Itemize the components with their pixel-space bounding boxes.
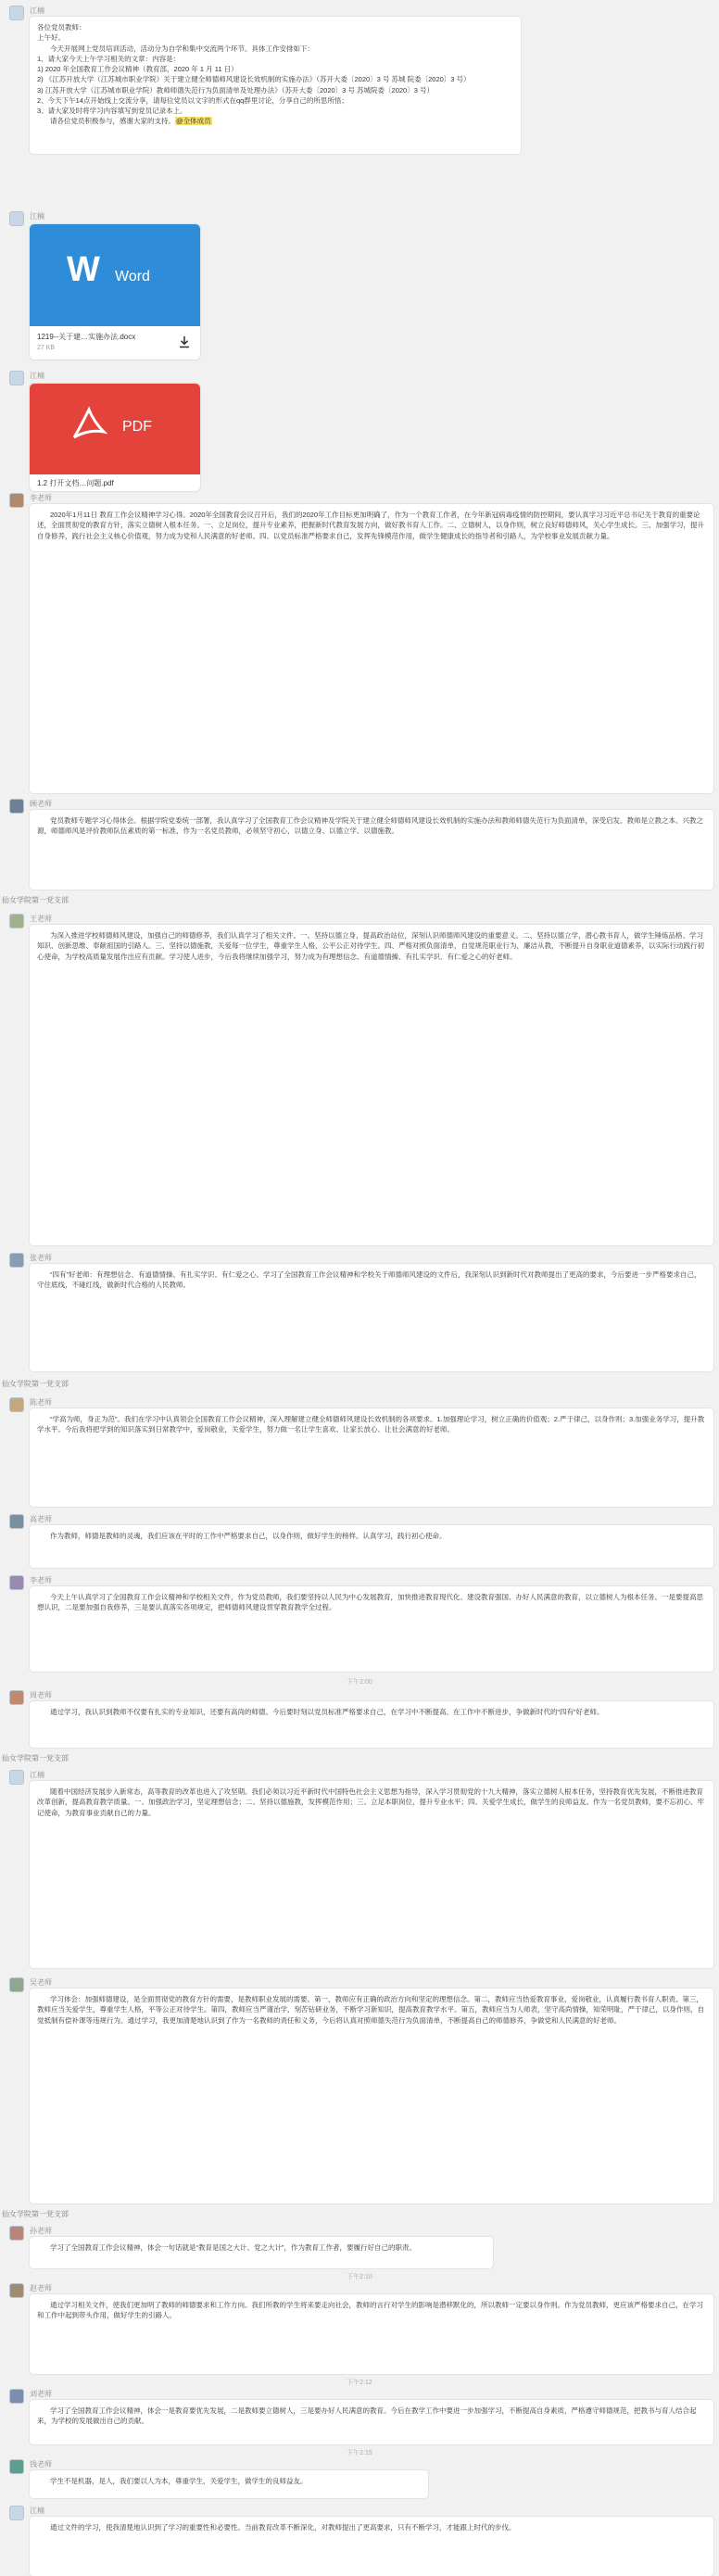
message-bubble [30,2400,713,2444]
message-text [9,1253,713,1373]
notice-line: 今天开展网上党员培训活动，活动分为自学和集中交流两个环节。具体工作安排如下： [50,44,314,53]
acrobat-icon [70,406,107,443]
message-bubble [30,1989,713,2203]
message-bubble [30,2470,428,2498]
message-text [9,2459,713,2500]
message-bubble [30,1781,713,1968]
file-type-label: Word [115,269,150,284]
file-footer [30,474,200,491]
notice-closing: 请各位党员积极参与，感谢大家的支持。 [50,117,175,126]
avatar[interactable] [9,2389,24,2404]
sender-name: 陈老师 [30,1398,52,1407]
group-label: 仙女学院第一党支部 [2,1380,69,1388]
sender-name: 江楠 [30,212,44,221]
file-name: 1219--关于建…实施办法.docx [37,333,136,341]
avatar[interactable] [9,1253,24,1268]
sender-name: 刘老师 [30,2390,52,2398]
message-bubble [30,504,713,793]
message-bubble [30,810,713,890]
sender-name: 高老师 [30,1515,52,1523]
message-notice [9,6,713,154]
message-file-pdf [9,371,713,491]
avatar[interactable] [9,2283,24,2298]
message-bubble [30,925,713,1245]
message-text-body: 学生不是机器，是人，我们要以人为本，尊重学生，关爱学生，做学生的良师益友。 [50,2477,308,2485]
message-text [9,2506,713,2576]
file-card-pdf[interactable] [30,384,200,491]
message-text-body: 学习了全国教育工作会议精神，体会一句话就是“教育是国之大计、党之大计”，作为教育工作者，要履行好自己的职责。 [50,2243,416,2252]
sender-name: 张老师 [30,1254,52,1262]
timestamp: 下午2:10 [347,2274,372,2280]
notice-line: 1) 2020 年全国教育工作会议精神（教育部，2020 年 1 月 11 日） [37,65,238,73]
word-file-icon [30,224,200,326]
file-footer [30,326,200,360]
file-type-label: PDF [122,419,152,435]
message-text-body: 通过学习相关文件，使我们更加明了教师的师德要求和工作方向。我们所教的学生将来要走向社会，教师的言行对学生的影响是潜移默化的，所以教师一定要以身作则。作为党员教师，更应该严格要求自己，在学习和工作中起到带头作用，做好学生的引路人。 [37,2301,703,2320]
notice-line: 各位党员教师： [37,23,86,32]
sender-name: 顾老师 [30,800,52,808]
group-label: 仙女学院第一党支部 [2,2210,69,2218]
avatar[interactable] [9,2506,24,2520]
message-file-word [9,211,713,371]
message-bubble [30,1525,713,1568]
message-text [9,1690,713,1749]
message-bubble [30,2517,713,2576]
timestamp: 下午2:00 [347,1679,372,1686]
sender-name: 李老师 [30,1576,52,1585]
message-text [9,1514,713,1570]
message-text-body: 党员教师专题学习心得体会。根据学院党委统一部署，我认真学习了全国教育工作会议精神及学院关于建立健全师德师风建设长效机制的实施办法和教师师德失范行为负面清单，深受启发。教师是立教之本、兴教之源，师德师风是评价教师队伍素质的第一标准，作为一名党员教师，必须坚守初心，以德立身、以德立学、以德施教。 [37,816,703,836]
notice-line: 2、今天下午14点开始线上交流分享，请每位党员以文字的形式在qq群里讨论，分享自己的所思所悟； [37,95,348,105]
avatar[interactable] [9,1977,24,1992]
message-text-body: 通过文件的学习，使我清楚地认识到了学习的重要性和必要性。当前教育改革不断深化，对教师提出了更高要求，只有不断学习，才能跟上时代的步伐。 [50,2523,516,2532]
sender-name: 李老师 [30,494,52,502]
avatar[interactable] [9,2459,24,2474]
sender-name: 孙老师 [30,2227,52,2235]
notice-line: 上午好。 [37,33,65,43]
avatar[interactable] [9,6,24,20]
download-icon[interactable] [178,335,191,348]
message-text-body: 为深入推进学校师德师风建设，加强自己的师德修养，我们认真学习了相关文件。一、坚持以德立身，提高政治站位，深刻认识师德师风建设的重要意义。二、坚持以德立学，潜心教书育人，做学生锤炼品格、学习知识、创新思维、奉献祖国的引路人。三、坚持以德施教，关爱每一位学生，尊重学生人格，公平公正对待学生。四、严格对照负面清单，自觉规范职业行为，廉洁从教，不断提升自身职业道德素养，以实际行动践行初心使命，为学校高质量发展作出应有贡献。学习使人进步，今后我将继续加强学习，努力成为有理想信念、有道德情操、有扎实学识、有仁爱之心的好老师。 [37,931,704,961]
message-text [9,493,713,795]
avatar[interactable] [9,371,24,385]
avatar[interactable] [9,914,24,928]
message-bubble [30,2237,493,2268]
sender-name: 吴老师 [30,1978,52,1987]
file-size: 27 KB [37,345,56,351]
message-text-body: 2020年1月11日 教育工作会议精神学习心得。2020年全国教育会议召开后，我们的2020年工作目标更加明确了，作为一个教育工作者，在今年新冠病毒疫情的防控期间，要认真学习习近平总书记关于教育的重要论述，全面贯彻党的教育方针，落实立德树人根本任务。一、立足岗位，提升专业素养，把握新时代教育发展方向，做好教书育人工作。二、立德树人，以身作则，树立良好师德师风，关心学生成长。三、加强学习，提升自身修养，践行社会主义核心价值观，努力成为党和人民满意的好老师。四、以党员标准严格要求自己，发挥先锋模范作用，做学生健康成长的指导者和引路人，为学校事业发展贡献力量。 [37,511,704,540]
word-logo-letter: W [67,250,100,289]
avatar[interactable] [9,1690,24,1705]
avatar[interactable] [9,799,24,814]
avatar[interactable] [9,1514,24,1529]
message-text-body: 通过学习，我认识到教师不仅要有扎实的专业知识，还要有高尚的师德。今后要时刻以党员标准严格要求自己，在学习中不断提高、在工作中不断进步，争做新时代的“四有”好老师。 [50,1708,604,1716]
avatar[interactable] [9,1575,24,1590]
notice-line: 3、请大家及时将学习内容填写到党员记录本上。 [37,107,187,115]
file-card-word[interactable] [30,224,200,360]
message-text [9,1770,713,1970]
message-bubble [30,17,521,154]
message-text-body: “四有”好老师：有理想信念、有道德情操、有扎实学识、有仁爱之心。学习了全国教育工作会议精神和学校关于师德师风建设的文件后，我深刻认识到新时代对教师提出了更高的要求，今后要进一步严格要求自己，守住底线，不碰红线，做新时代合格的人民教师。 [37,1270,701,1290]
group-label: 仙女学院第一党支部 [2,896,69,904]
sender-name: 周老师 [30,1691,52,1699]
message-text-body: 学习了全国教育工作会议精神，体会一是教育要优先发展，二是教师要立德树人，三是要办好人民满意的教育。今后在教学工作中要进一步加强学习，不断提高自身素质，严格遵守师德规范，把教书与育人结合起来，为学校的发展做出自己的贡献。 [37,2406,697,2426]
message-text [9,1977,713,2205]
message-text [9,1575,713,1673]
message-text [9,2283,713,2376]
message-bubble [30,1264,713,1371]
notice-line: 2) 《江苏开放大学（江苏城市职业学院）关于建立健全师德师风建设长效机制的实施办法》（苏开大委〔2020〕3 号 苏城 院委〔2020〕3 号） [37,75,471,84]
pdf-file-icon [30,384,200,474]
mention-all[interactable]: @全体成员 [176,117,211,126]
message-text-body: 随着中国经济发展步入新常态，高等教育的改革也进入了攻坚期。我们必须以习近平新时代中国特色社会主义思想为指导，深入学习贯彻党的十九大精神，落实立德树人根本任务，坚持教育优先发展，不断推进教育改革创新，提高教育教学质量。一、加强政治学习，坚定理想信念；二、坚持以德施教，发挥模范作用；三、立足本职岗位，提升专业水平；四、关爱学生成长，做学生的良师益友。作为一名党员教师，要不忘初心、牢记使命，为教育事业贡献自己的力量。 [37,1787,704,1817]
avatar[interactable] [9,493,24,508]
message-text [9,1397,713,1509]
notice-line: 1、请大家今天上午学习相关的文章：内容是： [37,54,181,63]
avatar[interactable] [9,2226,24,2241]
avatar[interactable] [9,1397,24,1412]
message-text-body: 今天上午认真学习了全国教育工作会议精神和学校相关文件，作为党员教师，我们要坚持以人民为中心发展教育，加快推进教育现代化、建设教育强国、办好人民满意的教育，以立德树人为根本任务。一是要提高思想认识，二是要加强自我修养，三是要认真落实各项规定，把师德师风建设贯穿教育教学全过程。 [37,1593,703,1612]
group-label: 仙女学院第一党支部 [2,1754,69,1762]
file-name: 1.2 打开文档…问题.pdf [37,479,114,487]
message-bubble [30,1408,713,1507]
message-bubble [30,1701,713,1748]
sender-name: 江楠 [30,1771,44,1779]
message-text [9,2389,713,2446]
message-bubble [30,2294,713,2374]
timestamp: 下午2:15 [347,2450,372,2456]
message-text-body: 学习体会：加强师德建设，是全面贯彻党的教育方针的需要，是教师职业发展的需要。第一，教师应有正确的政治方向和坚定的理想信念。第二，教师应当热爱教育事业，爱岗敬业，认真履行教书育人职责。第三，教师应当关爱学生，尊重学生人格，平等公正对待学生。第四，教师应当严谨治学，刻苦钻研业务，不断学习新知识，提高教育教学水平。第五，教师应当为人师表，坚守高尚情操，知荣明耻，严于律己，以身作则，自觉抵制有偿补课等违规行为。通过学习，我更加清楚地认识到了作为一名教师的责任和义务，今后将认真对照师德失范行为负面清单，不断提高自己的师德修养，争做党和人民满意的好老师。 [37,1995,704,2025]
message-bubble [30,1586,713,1672]
sender-name: 王老师 [30,915,52,923]
message-text-body: 作为教师，师德是教师的灵魂，我们应该在平时的工作中严格要求自己，以身作则，做好学生的榜样。认真学习，践行初心使命。 [50,1532,447,1540]
message-text [9,914,713,1247]
sender-name: 钱老师 [30,2460,52,2469]
sender-name: 赵老师 [30,2284,52,2292]
sender-name: 江楠 [30,2507,44,2515]
sender-name: 江楠 [30,372,44,380]
message-text-body: “学高为师，身正为范”。我们在学习中认真领会全国教育工作会议精神，深入理解建立健全师德师风建设长效机制的各项要求。1.加强理论学习，树立正确的价值观；2.严于律己，以身作则；3.加强业务学习，提升教学水平。今后我将把学到的知识落实到日常教学中，爱岗敬业，关爱学生，努力做一名让学生喜欢、让家长放心、让社会满意的好老师。 [37,1415,705,1434]
message-text [9,799,713,891]
message-text [9,2226,713,2270]
timestamp: 下午2:12 [347,2380,372,2386]
notice-line: 3) 江苏开放大学（江苏城市职业学院）教师师德失范行为负面清单及处理办法》（苏开大委〔2020〕3 号 苏城院委〔2020〕3 号） [37,85,434,95]
notice-last-line [37,116,513,126]
sender-name: 江楠 [30,6,44,15]
avatar[interactable] [9,1770,24,1785]
avatar[interactable] [9,211,24,226]
